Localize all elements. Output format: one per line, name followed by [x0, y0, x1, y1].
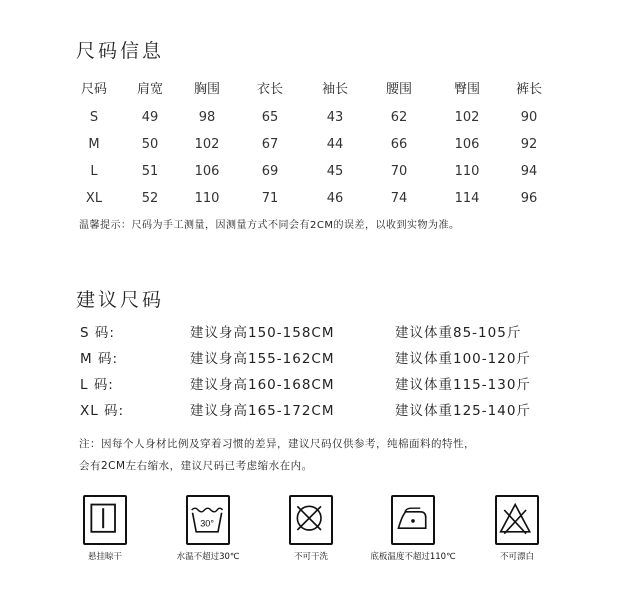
- table-header-length: 衣长: [256, 82, 283, 97]
- table-cell: 52: [141, 191, 159, 206]
- recommend-note-line1: 注：因每个人身材比例及穿着习惯的差异，建议尺码仅供参考，纯棉面料的特性，: [79, 438, 475, 450]
- no-bleach-label: 不可漂白: [499, 552, 534, 562]
- table-cell: 98: [198, 110, 216, 125]
- recommend-title: 建议尺码: [76, 289, 165, 311]
- iron-110-label: 底板温度不超过110℃: [370, 552, 456, 562]
- wash-temp-text: 30°: [200, 518, 214, 529]
- table-header-size: 尺码: [80, 82, 107, 97]
- no-dry-clean-label: 不可干洗: [293, 552, 328, 562]
- table-row-m-size: M: [88, 137, 100, 152]
- table-header-pants-length: 裤长: [515, 82, 542, 97]
- iron-110-icon: [391, 495, 435, 545]
- table-header-hip: 臀围: [453, 82, 480, 97]
- recommend-weight-l: 建议体重115-130斤: [395, 377, 531, 393]
- measurement-tip: 温馨提示：尺码为手工测量，因测量方式不同会有2CM的误差，以收到实物为准。: [79, 220, 460, 231]
- recommend-weight-s: 建议体重85-105斤: [395, 325, 522, 341]
- wash-30-label: 水温不超过30℃: [176, 552, 240, 562]
- table-header-sleeve: 袖长: [321, 82, 348, 97]
- table-cell: 114: [454, 191, 480, 206]
- table-cell: 71: [261, 191, 279, 206]
- hang-dry-label: 悬挂晾干: [87, 552, 122, 562]
- recommend-height-l: 建议身高160-168CM: [190, 377, 335, 393]
- table-cell: 110: [194, 191, 220, 206]
- recommend-size-l: L 码:: [80, 377, 114, 393]
- table-cell: 65: [261, 110, 279, 125]
- table-cell: 67: [261, 137, 279, 152]
- table-cell: 43: [326, 110, 344, 125]
- table-cell: 44: [326, 137, 344, 152]
- table-row-s-size: S: [89, 110, 99, 125]
- table-row-l-size: L: [90, 164, 98, 179]
- recommend-weight-xl: 建议体重125-140斤: [395, 403, 531, 419]
- table-header-chest: 胸围: [193, 82, 220, 97]
- recommend-weight-m: 建议体重100-120斤: [395, 351, 531, 367]
- no-dry-clean-icon: [289, 495, 333, 545]
- table-cell: 62: [390, 110, 408, 125]
- table-cell: 106: [194, 164, 220, 179]
- table-cell: 102: [194, 137, 220, 152]
- table-cell: 66: [390, 137, 408, 152]
- recommend-size-s: S 码:: [80, 325, 115, 341]
- table-header-waist: 腰围: [385, 82, 412, 97]
- table-cell: 70: [390, 164, 408, 179]
- table-cell: 110: [454, 164, 480, 179]
- table-cell: 102: [454, 110, 480, 125]
- table-cell: 96: [520, 191, 538, 206]
- table-cell: 94: [520, 164, 538, 179]
- recommend-size-xl: XL 码:: [80, 403, 125, 419]
- table-cell: 106: [454, 137, 480, 152]
- recommend-height-xl: 建议身高165-172CM: [190, 403, 335, 419]
- table-cell: 49: [141, 110, 159, 125]
- hang-dry-icon: [83, 495, 127, 545]
- no-bleach-icon: [495, 495, 539, 545]
- recommend-height-s: 建议身高150-158CM: [190, 325, 335, 341]
- wash-30-icon: [186, 495, 230, 545]
- table-cell: 69: [261, 164, 279, 179]
- table-cell: 45: [326, 164, 344, 179]
- table-cell: 74: [390, 191, 408, 206]
- size-info-title: 尺码信息: [76, 40, 165, 62]
- table-cell: 90: [520, 110, 538, 125]
- table-header-shoulder: 肩宽: [136, 82, 163, 97]
- table-row-xl-size: XL: [85, 191, 103, 206]
- table-cell: 92: [520, 137, 538, 152]
- recommend-note-line2: 会有2CM左右缩水，建议尺码已考虑缩水在内。: [79, 460, 313, 472]
- table-cell: 46: [326, 191, 344, 206]
- size-table: [0, 0, 620, 230]
- recommend-size-m: M 码:: [80, 351, 118, 367]
- table-cell: 50: [141, 137, 159, 152]
- table-cell: 51: [141, 164, 159, 179]
- recommend-height-m: 建议身高155-162CM: [190, 351, 335, 367]
